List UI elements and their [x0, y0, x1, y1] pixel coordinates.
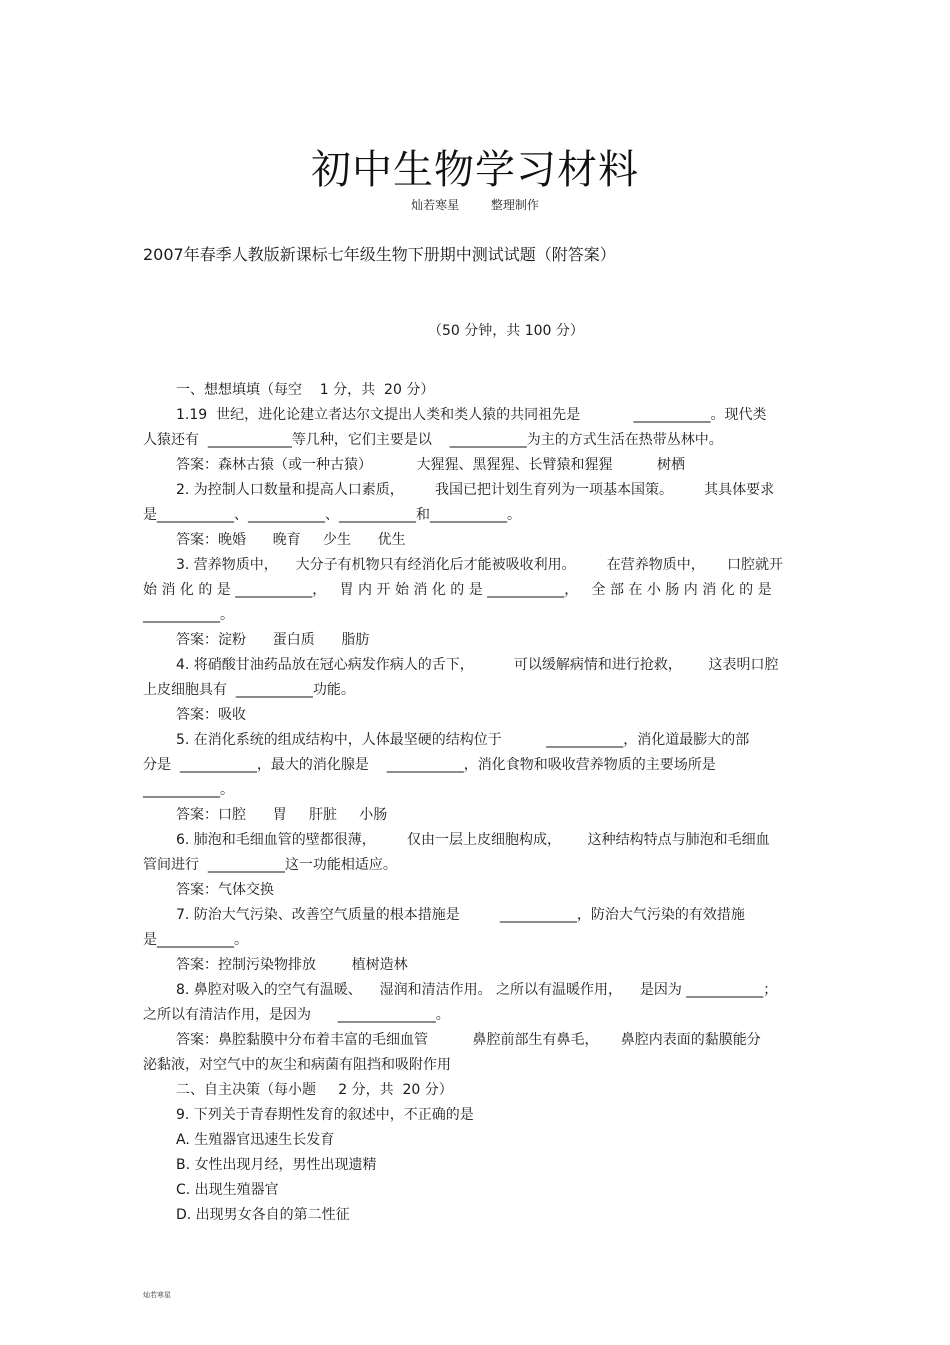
text-line: 是___________、___________、___________和___________。 — [143, 507, 521, 523]
text-line: 8. 鼻腔对吸入的空气有温暖、 湿润和清洁作用。 之所以有温暖作用， 是因为 ___________； — [176, 982, 778, 998]
text-line: 是___________。 — [143, 932, 248, 948]
footer-text: 灿若寒星 — [143, 1291, 171, 1299]
text-line: ___________。 — [143, 782, 234, 798]
text-line: 4. 将硝酸甘油药品放在冠心病发作病人的舌下， 可以缓解病情和进行抢救， 这表明口腔 — [176, 657, 779, 673]
text-line: 答案：口腔 胃 肝脏 小肠 — [176, 807, 388, 823]
text-line: 5. 在消化系统的组成结构中，人体最坚硬的结构位于 ___________，消化道最膨大的部 — [176, 732, 750, 748]
exam-title: 2007年春季人教版新课标七年级生物下册期中测试试题（附答案） — [143, 245, 616, 264]
time-note: （50 分钟，共 100 分） — [428, 323, 584, 339]
text-line: 9. 下列关于青春期性发育的叙述中，不正确的是 — [176, 1107, 474, 1123]
text-line: 答案：淀粉 蛋白质 脂肪 — [176, 632, 370, 648]
text-line: 上皮细胞具有 ___________功能。 — [143, 682, 355, 698]
text-line: 二、自主决策（每小题 2 分，共 20 分） — [176, 1082, 453, 1098]
text-line: 答案：控制污染物排放 植树造林 — [176, 957, 408, 973]
text-line: 答案：鼻腔黏膜中分布着丰富的毛细血管 鼻腔前部生有鼻毛， 鼻腔内表面的黏膜能分 — [176, 1032, 761, 1048]
text-line: 2. 为控制人口数量和提高人口素质， 我国已把计划生育列为一项基本国策。 其具体要求 — [176, 482, 775, 498]
credit-text: 整理制作 — [490, 198, 539, 212]
text-line: 分是 ___________，最大的消化腺是 ___________，消化食物和吸收营养物质的主要场所是 — [143, 757, 716, 773]
text-line: ___________。 — [143, 607, 234, 623]
text-line: 人猿还有 ____________等几种，它们主要是以 ___________为主的方式生活在热带丛林中。 — [143, 432, 723, 448]
text-line: B. 女性出现月经，男性出现遗精 — [176, 1157, 377, 1173]
text-line: 1.19 世纪，进化论建立者达尔文提出人类和类人猿的共同祖先是 ___________。现代类 — [176, 407, 767, 423]
text-line: 之所以有清洁作用，是因为 ______________。 — [143, 1007, 450, 1023]
text-line: 6. 肺泡和毛细血管的壁都很薄， 仅由一层上皮细胞构成， 这种结构特点与肺泡和毛细血 — [176, 832, 770, 848]
text-line: 3. 营养物质中， 大分子有机物只有经消化后才能被吸收利用。 在营养物质中， 口腔就开 — [176, 557, 784, 573]
text-line: 泌黏液，对空气中的灰尘和病菌有阻挡和吸附作用 — [143, 1057, 451, 1073]
author-name: 灿若寒星 — [411, 198, 460, 212]
text-line: 始 消 化 的 是 ___________， 胃 内 开 始 消 化 的 是 ___________， 全 部 在 小 肠 内 消 化 的 是 — [143, 582, 772, 598]
text-line: D. 出现男女各自的第二性征 — [176, 1207, 350, 1223]
text-line: 答案：气体交换 — [176, 882, 274, 898]
text-line: 答案：吸收 — [176, 707, 246, 723]
text-line: A. 生殖器官迅速生长发育 — [176, 1132, 335, 1148]
text-line: C. 出现生殖器官 — [176, 1182, 279, 1198]
text-line: 答案：森林古猿（或一种古猿） 大猩猩、黑猩猩、长臂猿和猩猩 树栖 — [176, 457, 686, 473]
page-title: 初中生物学习材料 — [311, 147, 639, 193]
page-subtitle — [0, 196, 950, 213]
text-line: 7. 防治大气污染、改善空气质量的根本措施是 ___________，防治大气污染的有效措施 — [176, 907, 745, 923]
text-line: 答案：晚婚 晚育 少生 优生 — [176, 532, 406, 548]
text-line: 管间进行 ___________这一功能相适应。 — [143, 857, 397, 873]
text-line: 一、想想填填（每空 1 分，共 20 分） — [176, 382, 435, 398]
